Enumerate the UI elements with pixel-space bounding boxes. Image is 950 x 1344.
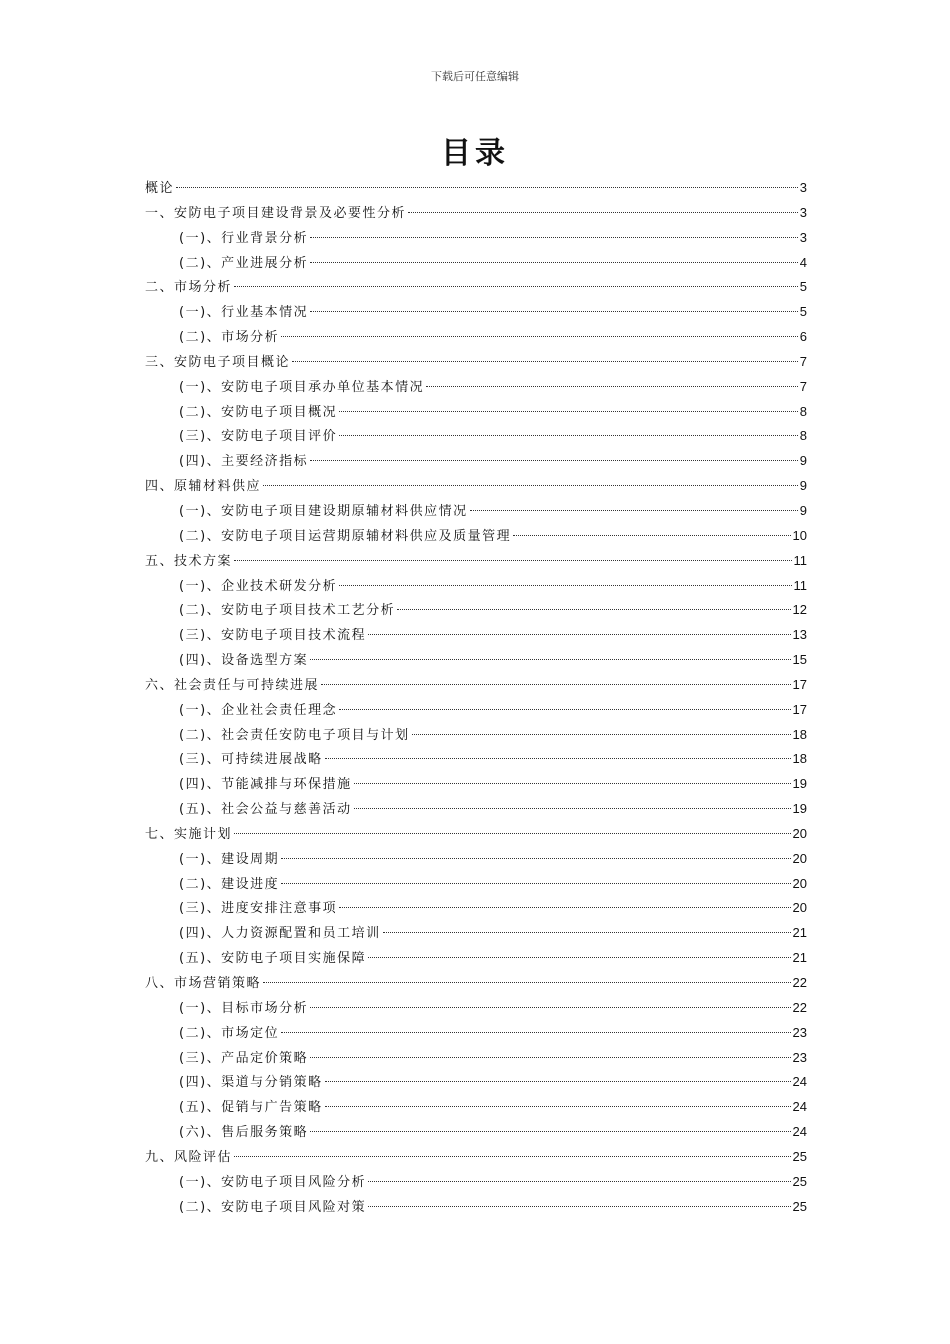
toc-entry-text: (六)、售后服务策略 [179, 1125, 309, 1141]
toc-entry-page-number: 12 [792, 602, 807, 618]
toc-entry-page-number: 24 [792, 1099, 807, 1115]
toc-entry-text: (一)、行业基本情况 [179, 305, 309, 321]
toc-entry[interactable] [145, 449, 807, 474]
toc-entry-text: 概论 [145, 181, 175, 196]
toc-entry-text: (四)、主要经济指标 [179, 454, 309, 470]
toc-entry[interactable] [145, 921, 807, 946]
dot-leader [234, 286, 798, 287]
toc-entry-text: (四)、设备选型方案 [179, 653, 309, 669]
toc-entry-page-number: 8 [799, 403, 807, 419]
dot-leader [310, 262, 798, 263]
toc-entry-page-number: 24 [792, 1124, 807, 1140]
toc-entry-page-number: 19 [792, 801, 807, 817]
dot-leader [310, 659, 790, 660]
toc-entry-page-number: 7 [799, 353, 807, 369]
toc-entry-text: 七、实施计划 [145, 826, 233, 842]
toc-entry[interactable] [145, 1070, 807, 1095]
dot-leader [368, 634, 790, 635]
toc-entry-text: (五)、安防电子项目实施保障 [179, 951, 367, 967]
toc-entry[interactable] [145, 1195, 807, 1220]
toc-entry[interactable] [145, 598, 807, 623]
dot-leader [513, 535, 790, 536]
toc-entry[interactable] [145, 822, 807, 847]
dot-leader [368, 1181, 790, 1182]
toc-entry-page-number: 25 [792, 1148, 807, 1164]
dot-leader [234, 560, 791, 561]
toc-entry[interactable] [145, 673, 807, 698]
toc-entry[interactable] [145, 325, 807, 350]
toc-entry[interactable] [145, 896, 807, 921]
toc-entry-page-number: 3 [799, 204, 807, 220]
dot-leader [263, 485, 798, 486]
toc-entry-text: (一)、行业背景分析 [179, 230, 309, 246]
dot-leader [339, 585, 791, 586]
toc-entry-text: 五、技术方案 [145, 553, 233, 569]
toc-entry[interactable] [145, 524, 807, 549]
toc-entry[interactable] [145, 474, 807, 499]
dot-leader [310, 1007, 790, 1008]
table-of-contents [145, 176, 807, 1219]
toc-entry[interactable] [145, 375, 807, 400]
toc-entry-page-number: 20 [792, 850, 807, 866]
dot-leader [321, 684, 791, 685]
toc-entry-text: (二)、社会责任安防电子项目与计划 [179, 727, 410, 743]
toc-entry-page-number: 13 [792, 627, 807, 643]
header-note: 下载后可任意编辑 [431, 70, 519, 83]
toc-entry-page-number: 15 [792, 652, 807, 668]
toc-entry-text: (二)、安防电子项目技术工艺分析 [179, 603, 396, 619]
dot-leader [234, 1156, 791, 1157]
toc-entry-page-number: 3 [799, 180, 807, 195]
toc-title: 目录 [441, 136, 509, 171]
dot-leader [281, 858, 790, 859]
toc-entry[interactable] [145, 574, 807, 599]
toc-entry-text: 二、市场分析 [145, 280, 233, 296]
toc-entry[interactable] [145, 872, 807, 897]
dot-leader [263, 982, 791, 983]
dot-leader [383, 932, 791, 933]
dot-leader [339, 411, 798, 412]
toc-entry-text: (二)、产业进展分析 [179, 255, 309, 271]
toc-entry-text: (三)、安防电子项目评价 [179, 429, 338, 445]
toc-entry[interactable] [145, 623, 807, 648]
dot-leader [281, 883, 790, 884]
dot-leader [310, 1057, 790, 1058]
toc-entry-page-number: 23 [792, 1049, 807, 1065]
dot-leader [339, 709, 790, 710]
toc-entry-page-number: 23 [792, 1024, 807, 1040]
toc-entry-text: (一)、企业社会责任理念 [179, 702, 338, 718]
toc-entry-page-number: 8 [799, 428, 807, 444]
toc-entry-page-number: 24 [792, 1074, 807, 1090]
toc-entry-text: (四)、人力资源配置和员工培训 [179, 926, 381, 942]
toc-entry[interactable] [145, 946, 807, 971]
toc-entry-text: (二)、安防电子项目概况 [179, 404, 338, 420]
dot-leader [310, 1131, 790, 1132]
toc-entry-text: (一)、安防电子项目风险分析 [179, 1174, 367, 1190]
toc-entry-text: (二)、建设进度 [179, 876, 280, 892]
toc-entry[interactable] [145, 350, 807, 375]
toc-entry-page-number: 9 [799, 453, 807, 469]
dot-leader [292, 361, 798, 362]
toc-entry-text: 四、原辅材料供应 [145, 479, 262, 495]
dot-leader [426, 386, 798, 387]
toc-entry-page-number: 22 [792, 975, 807, 990]
toc-entry-page-number: 25 [792, 1173, 807, 1189]
dot-leader [339, 435, 798, 436]
dot-leader [281, 336, 798, 337]
dot-leader [408, 212, 798, 213]
toc-entry-text: (二)、市场定位 [179, 1025, 280, 1041]
toc-entry[interactable] [145, 1095, 807, 1120]
toc-entry-text: (一)、建设周期 [179, 851, 280, 867]
dot-leader [310, 460, 798, 461]
toc-entry-page-number: 3 [799, 229, 807, 245]
dot-leader [339, 907, 790, 908]
toc-entry-page-number: 18 [792, 726, 807, 742]
toc-entry[interactable] [145, 275, 807, 300]
dot-leader [310, 237, 798, 238]
toc-entry-text: 六、社会责任与可持续进展 [145, 677, 320, 693]
toc-entry[interactable] [145, 1170, 807, 1195]
toc-entry-text: 九、风险评估 [145, 1149, 233, 1165]
toc-entry-page-number: 9 [799, 478, 807, 494]
toc-entry-text: (四)、节能减排与环保措施 [179, 777, 352, 793]
dot-leader [234, 833, 791, 834]
toc-entry-text: (五)、社会公益与慈善活动 [179, 802, 352, 818]
dot-leader [368, 957, 790, 958]
toc-entry[interactable] [145, 201, 807, 226]
toc-entry-page-number: 17 [792, 676, 807, 692]
toc-entry-page-number: 9 [799, 502, 807, 518]
toc-entry-page-number: 20 [792, 825, 807, 841]
toc-entry-page-number: 18 [792, 751, 807, 767]
toc-entry[interactable] [145, 300, 807, 325]
toc-entry-text: (一)、安防电子项目建设期原辅材料供应情况 [179, 503, 468, 519]
dot-leader [397, 609, 790, 610]
dot-leader [281, 1032, 790, 1033]
toc-entry-text: (三)、进度安排注意事项 [179, 901, 338, 917]
toc-entry[interactable] [145, 251, 807, 276]
toc-entry[interactable] [145, 847, 807, 872]
dot-leader [354, 783, 791, 784]
toc-entry[interactable] [145, 499, 807, 524]
toc-entry[interactable] [145, 772, 807, 797]
toc-entry-text: 三、安防电子项目概论 [145, 354, 291, 370]
dot-leader [412, 734, 791, 735]
toc-entry-text: (二)、安防电子项目运营期原辅材料供应及质量管理 [179, 528, 512, 544]
toc-entry-page-number: 25 [792, 1198, 807, 1214]
toc-entry-page-number: 5 [799, 304, 807, 320]
toc-entry-text: (三)、产品定价策略 [179, 1050, 309, 1066]
toc-entry[interactable] [145, 549, 807, 574]
dot-leader [470, 510, 798, 511]
toc-entry[interactable] [145, 797, 807, 822]
toc-entry-text: 八、市场营销策略 [145, 976, 262, 991]
toc-entry[interactable] [145, 1046, 807, 1071]
toc-entry[interactable] [145, 996, 807, 1021]
toc-entry[interactable] [145, 648, 807, 673]
toc-entry-page-number: 11 [793, 552, 807, 568]
toc-entry-text: (一)、目标市场分析 [179, 1000, 309, 1016]
toc-entry[interactable] [145, 698, 807, 723]
dot-leader [176, 187, 798, 188]
dot-leader [325, 1081, 791, 1082]
toc-entry-page-number: 7 [799, 378, 807, 394]
toc-entry-text: (一)、企业技术研发分析 [179, 578, 338, 594]
toc-entry-page-number: 21 [792, 950, 807, 966]
toc-entry[interactable] [145, 400, 807, 425]
toc-entry-page-number: 17 [792, 701, 807, 717]
toc-entry-page-number: 10 [792, 527, 807, 543]
dot-leader [354, 808, 791, 809]
toc-entry-page-number: 5 [799, 279, 807, 295]
toc-entry[interactable] [145, 176, 807, 201]
dot-leader [325, 1106, 791, 1107]
toc-entry-page-number: 4 [799, 254, 807, 270]
toc-entry-text: (四)、渠道与分销策略 [179, 1075, 323, 1091]
toc-entry-page-number: 22 [792, 999, 807, 1015]
dot-leader [368, 1206, 790, 1207]
toc-entry-page-number: 19 [792, 776, 807, 792]
toc-entry-text: (二)、安防电子项目风险对策 [179, 1199, 367, 1215]
toc-entry[interactable] [145, 1145, 807, 1170]
toc-entry-text: (二)、市场分析 [179, 330, 280, 346]
toc-entry-text: (三)、可持续进展战略 [179, 752, 323, 768]
dot-leader [310, 311, 798, 312]
toc-entry[interactable] [145, 723, 807, 748]
toc-entry-text: 一、安防电子项目建设背景及必要性分析 [145, 205, 407, 221]
toc-entry-text: (三)、安防电子项目技术流程 [179, 628, 367, 644]
toc-entry-page-number: 20 [792, 900, 807, 916]
toc-entry-page-number: 20 [792, 875, 807, 891]
toc-entry[interactable] [145, 971, 807, 996]
toc-entry[interactable] [145, 1021, 807, 1046]
toc-entry[interactable] [145, 424, 807, 449]
toc-entry-page-number: 6 [799, 329, 807, 345]
toc-entry-page-number: 11 [793, 577, 807, 593]
toc-entry-page-number: 21 [792, 925, 807, 941]
toc-entry[interactable] [145, 747, 807, 772]
toc-entry-text: (一)、安防电子项目承办单位基本情况 [179, 379, 425, 395]
toc-entry[interactable] [145, 226, 807, 251]
toc-entry[interactable] [145, 1120, 807, 1145]
toc-entry-text: (五)、促销与广告策略 [179, 1100, 323, 1116]
dot-leader [325, 758, 791, 759]
